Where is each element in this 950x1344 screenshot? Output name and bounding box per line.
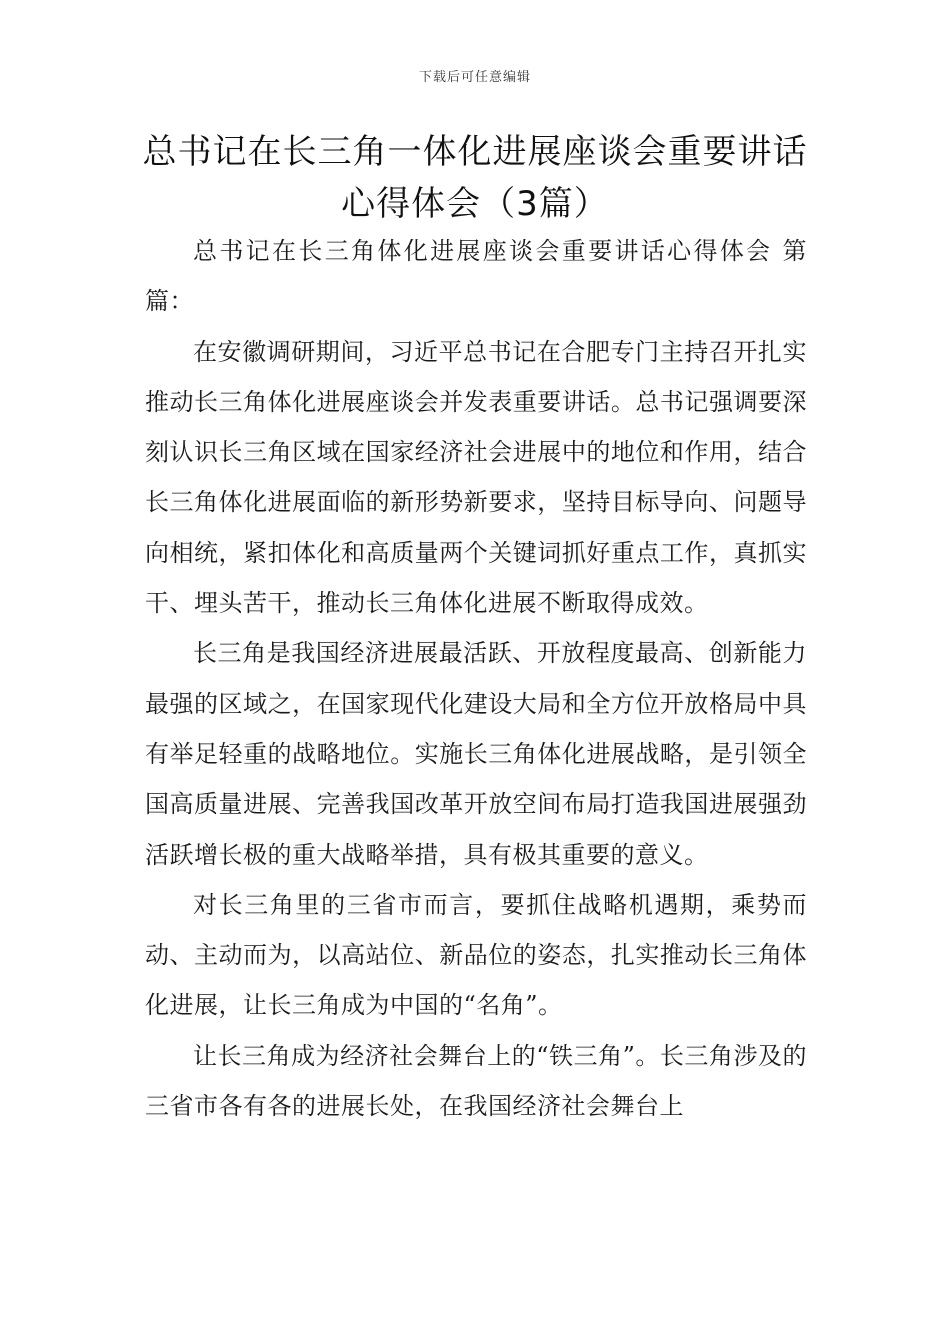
paragraph-4: 让长三角成为经济社会舞台上的“铁三角”。长三角涉及的三省市各有各的进展长处，在我国经济社会舞台上 xyxy=(145,1041,807,1121)
paragraph-1: 在安徽调研期间，习近平总书记在合肥专门主持召开扎实推动长三角体化进展座谈会并发表重要讲话。总书记强调要深刻认识长三角区域在国家经济社会进展中的地位和作用，结合长三角体化进展面临的新形势新要求，坚持目标导向、问题导向相统，紧扣体化和高质量两个关键词抓好重点工作，真抓实干、埋头苦干，推动长三角体化进展不断取得成效。 xyxy=(145,337,807,618)
paragraph-subtitle: 总书记在长三角体化进展座谈会重要讲话心得体会 第篇： xyxy=(145,237,807,316)
document-body xyxy=(145,226,807,1131)
document-title: 总书记在长三角一体化进展座谈会重要讲话心得体会（3篇） xyxy=(142,132,808,224)
header-note: 下载后可任意编辑 xyxy=(418,70,531,85)
paragraph-2: 长三角是我国经济进展最活跃、开放程度最高、创新能力最强的区域之，在国家现代化建设大局和全方位开放格局中具有举足轻重的战略地位。实施长三角体化进展战略，是引领全国高质量进展、完善我国改革开放空间布局打造我国进展强劲活跃增长极的重大战略举措，具有极其重要的意义。 xyxy=(145,639,807,869)
paragraph-3: 对长三角里的三省市而言，要抓住战略机遇期，乘势而动、主动而为，以高站位、新品位的姿态，扎实推动长三角体化进展，让长三角成为中国的“名角”。 xyxy=(145,890,807,1020)
